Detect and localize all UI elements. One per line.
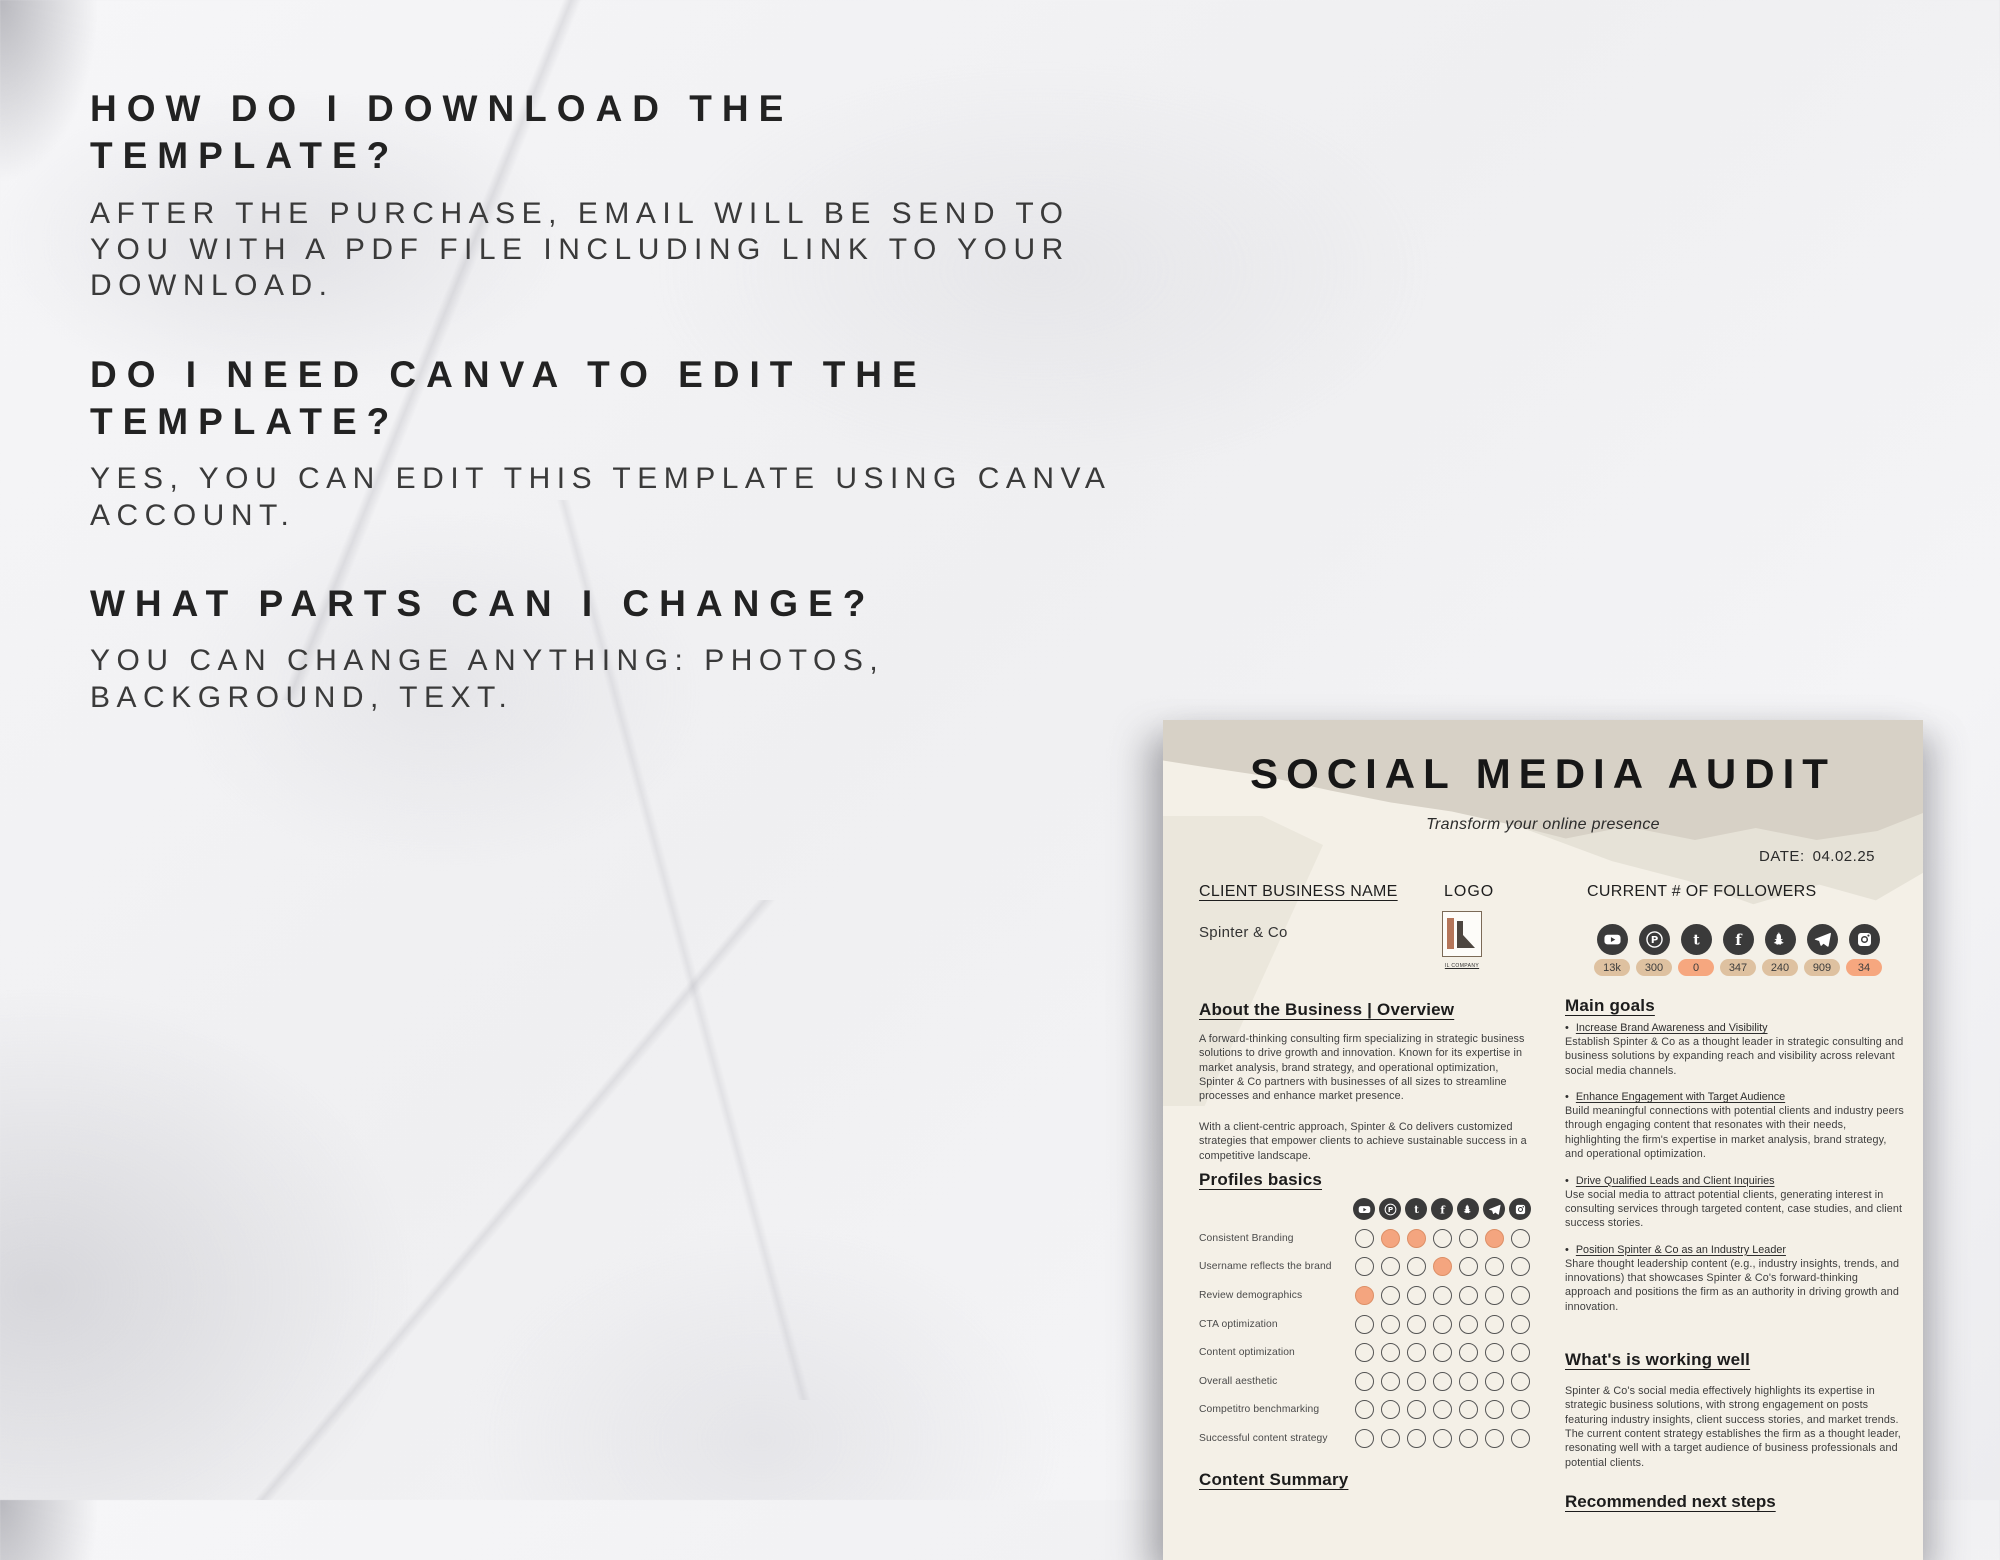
- goal-body: Build meaningful connections with potential clients and industry peers through engaging content that resonates with their needs, highlighting the firm's expertise in market analysis, brand strategy, and operational optimization.: [1565, 1105, 1904, 1161]
- rating-circle-empty: [1485, 1372, 1504, 1391]
- platform-column: [1759, 924, 1801, 976]
- rating-circle-empty: [1485, 1343, 1504, 1362]
- pinterest-icon: [1639, 924, 1670, 955]
- main-goals-heading: Main goals: [1565, 996, 1655, 1015]
- follower-count-pill: 13k: [1594, 959, 1630, 976]
- rating-circle-empty: [1433, 1286, 1452, 1305]
- goal-item: [1565, 1175, 1905, 1231]
- rating-circle-empty: [1407, 1400, 1426, 1419]
- rating-circle-empty: [1433, 1400, 1452, 1419]
- profile-row-label: Overall aesthetic: [1199, 1375, 1278, 1387]
- goal-title: [1565, 1244, 1905, 1256]
- grid-platform-column: [1429, 1198, 1455, 1220]
- facebook-icon: [1723, 924, 1754, 955]
- svg-text:f: f: [1439, 1202, 1445, 1216]
- snapchat-icon: [1765, 924, 1796, 955]
- rating-circle-empty: [1433, 1229, 1452, 1248]
- about-paragraph: A forward-thinking consulting firm specializing in strategic business solutions to drive growth and innovation. Known for its expertise in market analysis, brand strategy, and operational optimization, Spinter & Co partners with businesses of all sizes to streamline processes and enhance market presence.: [1199, 1033, 1525, 1103]
- rating-circle-empty: [1511, 1429, 1530, 1448]
- followers-label: CURRENT # OF FOLLOWERS: [1587, 883, 1817, 900]
- rating-circle-filled: [1407, 1229, 1426, 1248]
- rating-circle-empty: [1381, 1286, 1400, 1305]
- rating-circle-empty: [1355, 1372, 1374, 1391]
- faq-question: DO I NEED CANVA TO EDIT THE TEMPLATE?: [90, 353, 927, 442]
- rating-circle-empty: [1407, 1257, 1426, 1276]
- follower-count-pill: 34: [1846, 959, 1882, 976]
- grid-platform-column: [1455, 1198, 1481, 1220]
- bullet-icon: •: [1565, 1174, 1569, 1187]
- follower-count-pill: 300: [1636, 959, 1672, 976]
- faq-answer: AFTER THE PURCHASE, EMAIL WILL BE SEND TO YOU WITH A PDF FILE INCLUDING LINK TO YOUR DOWNLOAD.: [90, 196, 1070, 303]
- rating-circle-empty: [1485, 1429, 1504, 1448]
- profile-row-label: Successful content strategy: [1199, 1432, 1328, 1444]
- goal-title-text: Enhance Engagement with Target Audience: [1575, 1091, 1786, 1104]
- profiles-basics-heading: Profiles basics: [1199, 1170, 1323, 1189]
- profile-basics-row: [1199, 1338, 1533, 1367]
- goal-item: [1565, 1244, 1905, 1314]
- profile-basics-row: [1199, 1424, 1533, 1453]
- rating-circle-empty: [1485, 1286, 1504, 1305]
- profiles-grid-icon-header: [1351, 1198, 1533, 1220]
- profile-row-label: Competitro benchmarking: [1199, 1404, 1320, 1416]
- company-logo-icon: [1442, 911, 1482, 957]
- partial-bottom-heading: Recommended next steps: [1565, 1492, 1776, 1511]
- faq-item: [90, 85, 1110, 305]
- profile-basics-row: [1199, 1253, 1533, 1282]
- rating-circle-empty: [1511, 1257, 1530, 1276]
- rating-circle-empty: [1511, 1229, 1530, 1248]
- rating-circle-empty: [1459, 1343, 1478, 1362]
- svg-text:f: f: [1734, 930, 1742, 949]
- rating-circle-empty: [1433, 1429, 1452, 1448]
- rating-circle-empty: [1355, 1429, 1374, 1448]
- profile-row-label: CTA optimization: [1199, 1318, 1278, 1330]
- rating-circle-empty: [1407, 1315, 1426, 1334]
- rating-circle-empty: [1485, 1315, 1504, 1334]
- grid-platform-column: [1377, 1198, 1403, 1220]
- faq-item: [90, 580, 1110, 716]
- grid-platform-column: [1403, 1198, 1429, 1220]
- profile-basics-row: [1199, 1396, 1533, 1425]
- follower-count-pill: 0: [1678, 959, 1714, 976]
- profile-row-label: Consistent Branding: [1199, 1232, 1294, 1244]
- faq-question: HOW DO I DOWNLOAD THE TEMPLATE?: [90, 88, 794, 177]
- rating-circle-filled: [1433, 1257, 1452, 1276]
- rating-circle-empty: [1355, 1257, 1374, 1276]
- platform-column: [1843, 924, 1885, 976]
- rating-circle-empty: [1459, 1400, 1478, 1419]
- goal-title-text: Increase Brand Awareness and Visibility: [1575, 1022, 1768, 1034]
- rating-circle-empty: [1381, 1315, 1400, 1334]
- faq-item: [90, 351, 1110, 534]
- followers-row: [1591, 924, 1885, 976]
- working-well-heading: What's is working well: [1565, 1350, 1751, 1369]
- rating-circle-empty: [1355, 1343, 1374, 1362]
- rating-circle-empty: [1381, 1372, 1400, 1391]
- rating-circle-empty: [1459, 1257, 1478, 1276]
- platform-column: [1801, 924, 1843, 976]
- client-business-name-label: CLIENT BUSINESS NAME: [1199, 883, 1398, 900]
- svg-text:P: P: [1387, 1204, 1393, 1214]
- about-heading: About the Business | Overview: [1199, 1000, 1455, 1019]
- svg-text:t: t: [1413, 1204, 1419, 1216]
- rating-circle-empty: [1511, 1315, 1530, 1334]
- grid-platform-column: [1507, 1198, 1533, 1220]
- logo-caption: IL COMPANY: [1444, 963, 1480, 969]
- main-goals-list: [1565, 1022, 1905, 1327]
- rating-circle-empty: [1433, 1372, 1452, 1391]
- rating-circle-filled: [1485, 1229, 1504, 1248]
- telegram-icon: [1483, 1198, 1505, 1220]
- rating-circle-empty: [1381, 1400, 1400, 1419]
- profile-basics-row: [1199, 1367, 1533, 1396]
- goal-title: [1565, 1175, 1905, 1187]
- bullet-icon: •: [1565, 1022, 1569, 1034]
- rating-circle-empty: [1407, 1372, 1426, 1391]
- date-field: [1759, 848, 1875, 865]
- profile-basics-row: [1199, 1281, 1533, 1310]
- rating-circle-empty: [1355, 1229, 1374, 1248]
- faq-section: [90, 85, 1110, 762]
- faq-answer: YOU CAN CHANGE ANYTHING: PHOTOS, BACKGROUND, TEXT.: [90, 644, 885, 714]
- platform-column: [1717, 924, 1759, 976]
- rating-circle-empty: [1355, 1315, 1374, 1334]
- goal-title: [1565, 1022, 1905, 1034]
- rating-circle-empty: [1433, 1315, 1452, 1334]
- platform-column: [1675, 924, 1717, 976]
- telegram-icon: [1807, 924, 1838, 955]
- snapchat-icon: [1457, 1198, 1479, 1220]
- youtube-icon: [1597, 924, 1628, 955]
- rating-circle-filled: [1355, 1286, 1374, 1305]
- rating-circle-empty: [1381, 1343, 1400, 1362]
- goal-item: [1565, 1091, 1905, 1161]
- document-title: SOCIAL MEDIA AUDIT: [1250, 750, 1836, 797]
- tumblr-icon: [1405, 1198, 1427, 1220]
- rating-circle-empty: [1381, 1257, 1400, 1276]
- rating-circle-empty: [1459, 1372, 1478, 1391]
- company-logo: [1440, 911, 1484, 967]
- rating-circle-empty: [1433, 1343, 1452, 1362]
- platform-column: [1633, 924, 1675, 976]
- goal-body: Use social media to attract potential clients, generating interest in consulting services through targeted content, case studies, and client success stories.: [1565, 1188, 1903, 1230]
- follower-count-pill: 240: [1762, 959, 1798, 976]
- rating-circle-filled: [1381, 1229, 1400, 1248]
- working-well-paragraph: Spinter & Co's social media effectively highlights its expertise in strategic business solutions, with strong engagement on posts featuring industry insights, client success stories, and market trends. The current content strategy establishes the firm as a thought leader, resonating well with a target audience of business professionals and potential clients.: [1565, 1385, 1901, 1469]
- pinterest-icon: [1379, 1198, 1401, 1220]
- profile-row-label: Content optimization: [1199, 1347, 1295, 1359]
- profile-row-label: Username reflects the brand: [1199, 1261, 1332, 1273]
- svg-text:t: t: [1692, 932, 1700, 949]
- rating-circle-empty: [1511, 1372, 1530, 1391]
- bullet-icon: •: [1565, 1091, 1569, 1104]
- rating-circle-empty: [1381, 1429, 1400, 1448]
- goal-body: Establish Spinter & Co as a thought leader in strategic consulting and business solutions by expanding reach and visibility across relevant social media channels.: [1565, 1036, 1904, 1077]
- rating-circle-empty: [1511, 1400, 1530, 1419]
- rating-circle-empty: [1459, 1429, 1478, 1448]
- about-paragraph: With a client-centric approach, Spinter & Co delivers customized strategies that empower clients to achieve sustainable success in a competitive landscape.: [1199, 1121, 1527, 1162]
- profiles-grid: [1199, 1224, 1533, 1453]
- facebook-icon: [1431, 1198, 1453, 1220]
- client-name-value: Spinter & Co: [1199, 924, 1288, 941]
- audit-document-preview: [1163, 720, 1923, 1560]
- svg-text:P: P: [1650, 935, 1658, 947]
- goal-title-text: Drive Qualified Leads and Client Inquiries: [1575, 1174, 1775, 1187]
- grid-platform-column: [1481, 1198, 1507, 1220]
- content-summary-heading: Content Summary: [1199, 1470, 1349, 1489]
- rating-circle-empty: [1485, 1400, 1504, 1419]
- rating-circle-empty: [1407, 1343, 1426, 1362]
- goal-body: Share thought leadership content (e.g., industry insights, trends, and innovations) that showcases Spinter & Co's forward-thinking approach and positions the firm as an authority in driving growth and innovation.: [1565, 1257, 1900, 1313]
- faq-answer: YES, YOU CAN EDIT THIS TEMPLATE USING CANVA ACCOUNT.: [90, 462, 1110, 532]
- rating-circle-empty: [1407, 1286, 1426, 1305]
- youtube-icon: [1353, 1198, 1375, 1220]
- rating-circle-empty: [1511, 1286, 1530, 1305]
- follower-count-pill: 909: [1804, 959, 1840, 976]
- goal-item: [1565, 1022, 1905, 1078]
- rating-circle-empty: [1511, 1343, 1530, 1362]
- rating-circle-empty: [1407, 1429, 1426, 1448]
- rating-circle-empty: [1459, 1315, 1478, 1334]
- rating-circle-empty: [1485, 1257, 1504, 1276]
- date-label: DATE:: [1759, 848, 1805, 865]
- bullet-icon: •: [1565, 1243, 1569, 1256]
- rating-circle-empty: [1459, 1286, 1478, 1305]
- profile-basics-row: [1199, 1224, 1533, 1253]
- date-value: 04.02.25: [1812, 848, 1875, 865]
- tumblr-icon: [1681, 924, 1712, 955]
- profile-basics-row: [1199, 1310, 1533, 1339]
- instagram-icon: [1849, 924, 1880, 955]
- profile-row-label: Review demographics: [1199, 1289, 1303, 1301]
- instagram-icon: [1509, 1198, 1531, 1220]
- goal-title: [1565, 1091, 1905, 1103]
- goal-title-text: Position Spinter & Co as an Industry Leader: [1575, 1243, 1786, 1256]
- follower-count-pill: 347: [1720, 959, 1756, 976]
- document-subtitle: Transform your online presence: [1426, 816, 1660, 833]
- rating-circle-empty: [1459, 1229, 1478, 1248]
- faq-question: WHAT PARTS CAN I CHANGE?: [90, 582, 876, 624]
- platform-column: [1591, 924, 1633, 976]
- logo-label: LOGO: [1444, 883, 1495, 900]
- grid-platform-column: [1351, 1198, 1377, 1220]
- rating-circle-empty: [1355, 1400, 1374, 1419]
